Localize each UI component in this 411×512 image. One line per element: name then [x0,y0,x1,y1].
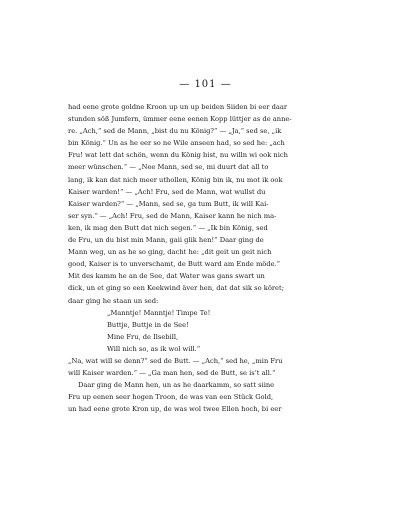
verse-line: „Manntje! Manntje! Timpe Te! [107,308,211,317]
text-line: meer wünschen.“ — „Nee Mann, sed se, mi duurt dat all to [68,163,269,172]
text-line: un had eene grote Kron up, de was wol twee Ellen hoch, bi eer [68,405,282,414]
text-line: daar ging he staan un sed: [68,296,159,305]
text-line: Daar ging de Mann hen, un as he daarkamm, so satt siine [78,381,275,390]
text-line: re. „Ach,“ sed de Mann, „bist du nu König?“ — „Ja,“ sed se, „ik [68,127,282,136]
text-line: ser syn.“ — „Ach! Fru, sed de Mann, Kaiser kann he nich ma- [68,211,277,220]
verse-line: Will nich so, as ik wol will.“ [107,344,201,353]
text-line: Mit des kamm he an de See, dat Water was gans swart un [68,272,265,281]
text-line: bin König.“ Un as he eer so ne Wile anseen had, so sed he: „ach [68,139,285,148]
body-text [68,101,350,415]
text-line: Kaiser warden!“ — „Ach! Fru, sed de Mann, wat wullst du [68,187,266,196]
text-line: Mann weg, un as he so ging, dacht he: „dit geit un geit nich [68,248,272,257]
text-line: Fru! wat lett dat schön, wenn du König bist, nu willn wi ook nich [68,151,288,160]
text-line: Kaiser warden?“ — „Mann, sed se, ga tum Butt, ik will Kai- [68,199,269,208]
text-line: good, Kaiser is to unverschamt, de Butt ward am Ende möde.“ [68,260,281,269]
text-line: had eene grote goldne Kroon up un up beiden Siiden bi eer daar [68,103,288,111]
verse-line: Mine Fru, de Ilsebill, [107,332,179,341]
text-line: stunden söß Jumfern, ümmer eene eenen Kopp lüttjer as de anne- [68,115,292,124]
text-line: will Kaiser warden.“ — „Ga man hen, sed de Butt, se is’t all.“ [68,369,276,378]
verse-line: Buttje, Buttje in de See! [107,320,189,329]
text-line: lang, ik kan dat nich meer uthollen, König bin ik, nu mot ik ook [68,175,283,184]
text-line: „Na, wat will se denn?“ sed de Butt. — „Ach,“ sed he, „min Fru [68,356,283,365]
text-line: dick, un et ging so een Keekwind äver hen, dat dat sik so köret; [68,284,284,293]
text-line: ken, ik mag den Butt dat nich segen.“ — „Ik bin König, sed [68,223,268,232]
page-number: — 101 — [179,79,232,90]
text-line: de Fru, un du bist min Mann, gaii glik hen!“ Daar ging de [68,236,264,245]
text-line: Fru up eenen seer hogen Troon, de was van een Stück Gold, [68,393,274,402]
